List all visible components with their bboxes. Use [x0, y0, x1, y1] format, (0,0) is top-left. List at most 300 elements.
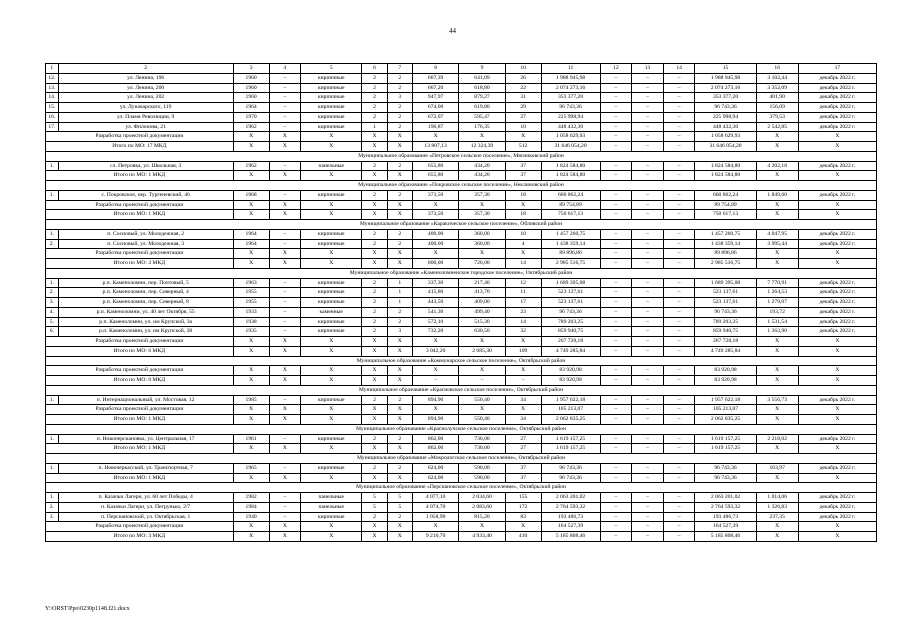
summary-row [46, 522, 877, 532]
table-cell: 105 213,07 [695, 405, 756, 415]
table-cell: – [600, 132, 632, 142]
table-cell: 3 042,20 [412, 346, 458, 356]
table-cell: панельные [301, 493, 362, 503]
table-cell: – [269, 502, 301, 512]
table-cell: 1 [387, 288, 412, 298]
table-cell: ул. Ленина, 202 [58, 93, 233, 103]
table-cell: X [798, 522, 876, 532]
table-cell: – [632, 444, 664, 454]
table-cell: 2 [387, 317, 412, 327]
table-cell: – [663, 298, 695, 308]
summary-row [46, 366, 877, 376]
table-cell: – [269, 288, 301, 298]
table-cell: – [632, 210, 664, 220]
table-cell: 1955 [233, 288, 269, 298]
table-cell: – [600, 210, 632, 220]
table-cell: – [663, 317, 695, 327]
building-row [46, 229, 877, 239]
table-cell: 267 728,18 [541, 337, 600, 347]
table-cell: 83 [505, 512, 541, 522]
building-row [46, 288, 877, 298]
table-cell: 590,00 [459, 463, 505, 473]
table-cell: 655,80 [412, 161, 458, 171]
table-cell: – [600, 405, 632, 415]
table-cell: 217,40 [459, 278, 505, 288]
table-cell: – [632, 298, 664, 308]
table-cell: X [233, 142, 269, 152]
table-cell: – [663, 405, 695, 415]
footer-file-path: Y:\ORST\Ppo\0230p1148.f21.docx [45, 606, 130, 612]
table-cell: 413,70 [459, 288, 505, 298]
table-cell: X [756, 171, 798, 181]
table-cell: 89 754,89 [541, 200, 600, 210]
table-cell: – [663, 307, 695, 317]
table-cell: декабрь 2022 г. [798, 93, 876, 103]
table-cell: X [387, 532, 412, 542]
municipality-header-row [46, 151, 877, 161]
table-cell: 37 [505, 171, 541, 181]
table-cell: 109 [505, 346, 541, 356]
municipality-name: Муниципальное образование «Каменоломненское городское поселение», Октябрьский район [46, 268, 877, 278]
table-cell: 655,80 [412, 171, 458, 181]
table-cell: кирпичные [301, 122, 362, 132]
building-row [46, 239, 877, 249]
table-cell: 667,39 [412, 73, 458, 83]
table-cell: X [301, 346, 362, 356]
table-cell: 2 [387, 73, 412, 83]
table-cell: 2 [387, 103, 412, 113]
table-cell: – [663, 463, 695, 473]
table-cell: 2 [362, 73, 387, 83]
table-cell: 96 743,36 [541, 463, 600, 473]
table-cell: X [269, 337, 301, 347]
table-cell: – [600, 112, 632, 122]
table-cell: 1 824 584,80 [695, 161, 756, 171]
table-cell: 1 457 260,75 [695, 229, 756, 239]
table-cell: X [756, 522, 798, 532]
table-cell: X [412, 522, 458, 532]
table-cell: X [301, 376, 362, 386]
table-cell: – [600, 171, 632, 181]
table-cell: – [663, 473, 695, 483]
table-cell: X [301, 415, 362, 425]
table-cell: 2 764 593,32 [541, 502, 600, 512]
table-cell: – [632, 161, 664, 171]
table-cell: 15. [46, 103, 59, 113]
table-cell: 32 [505, 327, 541, 337]
table-cell: 523 137,61 [541, 288, 600, 298]
table-cell: 27 [505, 112, 541, 122]
table-cell: декабрь 2022 г. [798, 112, 876, 122]
table-cell: X [798, 444, 876, 454]
table-cell: X [362, 337, 387, 347]
table-cell: X [756, 249, 798, 259]
table-cell: 155 [505, 493, 541, 503]
table-cell: 2 [387, 229, 412, 239]
building-row [46, 161, 877, 171]
building-row [46, 298, 877, 308]
column-number-cell: 10 [505, 64, 541, 74]
table-cell: 618,80 [459, 83, 505, 93]
column-number-cell: 8 [412, 64, 458, 74]
column-number-cell: 11 [541, 64, 600, 74]
table-cell: 37 [505, 473, 541, 483]
table-cell: 2 [387, 434, 412, 444]
summary-label: Разработка проектной документации [46, 337, 234, 347]
table-cell: 730,00 [459, 444, 505, 454]
table-cell: – [600, 532, 632, 542]
table-cell: 4 074,70 [412, 502, 458, 512]
table-cell: 862,00 [412, 444, 458, 454]
table-cell: 4 749 285,84 [541, 346, 600, 356]
table-cell: кирпичные [301, 298, 362, 308]
table-cell: п. Новочеркасский, ул. Транспортная, 7 [58, 463, 233, 473]
table-cell: X [362, 532, 387, 542]
table-cell: – [632, 376, 664, 386]
table-cell: X [233, 132, 269, 142]
table-cell: р.п. Каменоломни, пер. Почтовый, 5 [58, 278, 233, 288]
table-cell: 176,35 [459, 122, 505, 132]
table-cell: X [362, 405, 387, 415]
table-cell: X [269, 249, 301, 259]
table-cell: – [632, 249, 664, 259]
table-cell: X [269, 376, 301, 386]
table-cell: – [663, 502, 695, 512]
table-cell: кирпичные [301, 463, 362, 473]
table-cell: 2 [362, 317, 387, 327]
table-cell: 1. [46, 278, 59, 288]
table-cell: 499,40 [459, 307, 505, 317]
table-cell: 434,20 [459, 161, 505, 171]
column-number-cell: 17 [798, 64, 876, 74]
table-cell: X [798, 132, 876, 142]
table-cell: – [632, 200, 664, 210]
table-cell: – [632, 259, 664, 269]
table-cell: п. Новоперсиановка, ул. Центральная, 17 [58, 434, 233, 444]
table-cell: 1982 [233, 493, 269, 503]
table-cell: 27 [505, 434, 541, 444]
table-cell: – [600, 229, 632, 239]
table-cell: 18 [505, 190, 541, 200]
municipality-header-row [46, 454, 877, 464]
table-cell: 31 646 054,20 [695, 142, 756, 152]
table-cell: 2 [362, 239, 387, 249]
summary-label: Итого по МО: 6 МКД [46, 346, 234, 356]
table-cell: кирпичные [301, 83, 362, 93]
summary-row [46, 532, 877, 542]
table-cell: кирпичные [301, 512, 362, 522]
building-row [46, 190, 877, 200]
table-cell: 1. [46, 161, 59, 171]
table-cell: – [269, 103, 301, 113]
table-cell: – [663, 288, 695, 298]
table-cell: X [459, 405, 505, 415]
table-cell: 400,00 [412, 239, 458, 249]
column-number-row [46, 64, 877, 74]
table-cell: 360,00 [459, 239, 505, 249]
table-cell: 800,00 [412, 259, 458, 269]
table-cell: 2 [387, 512, 412, 522]
municipality-header-row [46, 268, 877, 278]
municipality-header-row [46, 385, 877, 395]
table-cell: X [756, 405, 798, 415]
table-cell: – [663, 346, 695, 356]
table-cell: 353 377,20 [541, 93, 600, 103]
table-cell: 11 [505, 288, 541, 298]
column-number-cell: 2 [58, 64, 233, 74]
table-cell: 34 [505, 415, 541, 425]
table-cell: 1 058 629,93 [695, 132, 756, 142]
column-number-cell: 1 [46, 64, 59, 74]
table-cell: ул. Пламя Революции, 9 [58, 112, 233, 122]
table-cell: 401,90 [756, 93, 798, 103]
table-cell: – [632, 122, 664, 132]
table-cell: 2 [362, 307, 387, 317]
table-cell: – [600, 161, 632, 171]
municipality-name: Муниципальное образование «Коммунарское сельское поселение», Октябрьский район [46, 356, 877, 366]
table-cell: X [756, 259, 798, 269]
table-cell: панельные [301, 161, 362, 171]
table-cell: 3 352,09 [756, 83, 798, 93]
table-cell: кирпичные [301, 288, 362, 298]
table-cell: 4 933,40 [459, 532, 505, 542]
table-cell: декабрь 2022 г. [798, 161, 876, 171]
table-cell: – [632, 229, 664, 239]
table-cell: X [269, 405, 301, 415]
table-cell: – [663, 434, 695, 444]
table-cell: – [663, 278, 695, 288]
table-cell: 96 743,36 [541, 103, 600, 113]
table-cell: 2 [387, 395, 412, 405]
table-cell: 512 [505, 142, 541, 152]
table-cell: – [632, 532, 664, 542]
table-cell: X [387, 200, 412, 210]
table-cell: X [233, 337, 269, 347]
table-cell: декабрь 2022 г. [798, 288, 876, 298]
table-cell: – [269, 493, 301, 503]
table-cell: X [505, 337, 541, 347]
building-row [46, 512, 877, 522]
table-cell: 10 [505, 122, 541, 132]
building-row [46, 317, 877, 327]
table-cell: 619,80 [459, 103, 505, 113]
table-cell: 4 047,95 [756, 229, 798, 239]
table-cell: X [412, 405, 458, 415]
table-cell: 2 034,60 [459, 493, 505, 503]
table-cell: – [663, 259, 695, 269]
summary-label: Итого по МО: 1 МКД [46, 171, 234, 181]
table-cell: 1933 [233, 307, 269, 317]
table-cell: 357,30 [459, 190, 505, 200]
table-cell: 1963 [233, 278, 269, 288]
table-cell: 1 689 395,08 [695, 278, 756, 288]
table-cell: 1964 [233, 103, 269, 113]
table-cell: 4 202,18 [756, 161, 798, 171]
table-cell: 859 940,75 [695, 327, 756, 337]
table-cell: X [362, 415, 387, 425]
table-cell: 660 862,24 [695, 190, 756, 200]
table-cell: 373,50 [412, 210, 458, 220]
table-cell: 730,00 [459, 434, 505, 444]
table-cell: X [269, 346, 301, 356]
table-cell: 1970 [233, 112, 269, 122]
table-cell: п. Интернациональный, ул. Мостовая, 12 [58, 395, 233, 405]
table-cell: 17. [46, 122, 59, 132]
table-cell: 379,53 [756, 112, 798, 122]
table-cell: декабрь 2022 г. [798, 103, 876, 113]
table-cell: 1985 [233, 395, 269, 405]
table-cell: – [632, 366, 664, 376]
page-number: 44 [449, 27, 456, 35]
table-cell: X [362, 444, 387, 454]
table-cell: – [269, 278, 301, 288]
building-row [46, 395, 877, 405]
table-cell: X [505, 200, 541, 210]
table-cell: 3 995,44 [756, 239, 798, 249]
table-cell: X [362, 171, 387, 181]
table-cell: X [233, 366, 269, 376]
table-cell: X [362, 132, 387, 142]
summary-label: Итого по МО: 1 МКД [46, 415, 234, 425]
table-cell: кирпичные [301, 327, 362, 337]
table-cell: X [387, 171, 412, 181]
summary-label: Итого по МО: 1 МКД [46, 444, 234, 454]
table-cell: – [600, 463, 632, 473]
table-cell: – [505, 376, 541, 386]
table-cell: 1 438 359,14 [695, 239, 756, 249]
column-number-cell: 9 [459, 64, 505, 74]
table-cell: – [663, 395, 695, 405]
table-cell: кирпичные [301, 434, 362, 444]
table-cell: 12. [46, 73, 59, 83]
table-cell: 541,30 [412, 307, 458, 317]
table-cell: X [387, 415, 412, 425]
table-cell: – [663, 239, 695, 249]
table-cell: 164 527,39 [541, 522, 600, 532]
table-cell: – [632, 415, 664, 425]
table-cell: X [233, 210, 269, 220]
table-cell: X [301, 522, 362, 532]
table-cell: X [269, 142, 301, 152]
table-cell: – [632, 142, 664, 152]
table-cell: X [412, 132, 458, 142]
table-cell: 12 324,39 [459, 142, 505, 152]
table-cell: ул. Ленина, 200 [58, 83, 233, 93]
summary-row [46, 171, 877, 181]
table-cell: 1 824 584,80 [541, 171, 600, 181]
table-cell: 1962 [233, 161, 269, 171]
table-cell: 2 985 516,75 [695, 259, 756, 269]
table-cell: – [269, 112, 301, 122]
table-cell: 2. [46, 288, 59, 298]
table-cell: 196,87 [412, 122, 458, 132]
table-cell: 26 [505, 73, 541, 83]
table-cell: – [459, 376, 505, 386]
table-cell: – [600, 317, 632, 327]
table-cell: 5 [362, 493, 387, 503]
table-cell: 1. [46, 493, 59, 503]
summary-label: Итого по МО: 17 МКД [46, 142, 234, 152]
table-cell: 2 [362, 463, 387, 473]
table-cell: ул. Филонова, 21 [58, 122, 233, 132]
table-cell: 96 743,36 [541, 307, 600, 317]
table-cell: – [269, 327, 301, 337]
table-cell: 2 [362, 298, 387, 308]
table-cell: декабрь 2022 г. [798, 463, 876, 473]
table-cell: – [663, 512, 695, 522]
table-cell: – [269, 512, 301, 522]
table-cell: 2 074 273,16 [541, 83, 600, 93]
table-cell: панельные [301, 502, 362, 512]
table-cell: – [632, 307, 664, 317]
table-cell: 2 [387, 83, 412, 93]
column-number-cell: 15 [695, 64, 756, 74]
table-cell: 750 617,13 [541, 210, 600, 220]
table-cell: 96 743,36 [695, 463, 756, 473]
table-cell: р.п. Каменоломни, ул. им Крупской, 3а [58, 317, 233, 327]
table-cell: X [269, 132, 301, 142]
table-cell: – [269, 463, 301, 473]
table-cell: X [756, 473, 798, 483]
table-cell: 1. [46, 463, 59, 473]
table-cell: – [600, 239, 632, 249]
table-cell: 1 457 260,75 [541, 229, 600, 239]
table-cell: 1 326,83 [756, 502, 798, 512]
table-cell: 1 619 157,25 [695, 444, 756, 454]
table-cell: 225 998,94 [541, 112, 600, 122]
table-cell: п. Сосновый, ул. Молодежная, 2 [58, 229, 233, 239]
summary-label: Итого по МО: 3 МКД [46, 532, 234, 542]
table-cell: – [632, 112, 664, 122]
table-cell: 267 728,18 [695, 337, 756, 347]
table-cell: кирпичные [301, 239, 362, 249]
table-cell: – [600, 83, 632, 93]
table-cell: 434,20 [459, 171, 505, 181]
table-cell: 789 203,25 [695, 317, 756, 327]
table-cell: 2 542,85 [756, 122, 798, 132]
table-cell: X [387, 473, 412, 483]
table-cell: – [663, 112, 695, 122]
table-cell: 172 [505, 502, 541, 512]
table-cell: 5. [46, 317, 59, 327]
table-cell: X [756, 200, 798, 210]
table-cell: X [798, 200, 876, 210]
table-cell: X [269, 171, 301, 181]
table-cell: 2 [362, 327, 387, 337]
table-cell: X [362, 200, 387, 210]
table-cell: – [632, 502, 664, 512]
table-cell: – [269, 122, 301, 132]
table-cell: X [301, 210, 362, 220]
table-cell: X [233, 346, 269, 356]
table-cell: декабрь 2022 г. [798, 327, 876, 337]
table-cell: – [632, 278, 664, 288]
table-cell: – [600, 298, 632, 308]
table-cell: X [798, 473, 876, 483]
table-cell: 2 [387, 161, 412, 171]
building-row [46, 434, 877, 444]
table-cell: 89 896,86 [695, 249, 756, 259]
table-cell: 10 [505, 229, 541, 239]
table-cell: – [600, 434, 632, 444]
table-cell: X [301, 444, 362, 454]
table-cell: сл. Петровка, ул. Школьная, 3 [58, 161, 233, 171]
table-cell: – [600, 376, 632, 386]
table-cell: декабрь 2022 г. [798, 298, 876, 308]
table-cell: 789 203,25 [541, 317, 600, 327]
table-cell: – [600, 93, 632, 103]
table-cell: – [600, 522, 632, 532]
